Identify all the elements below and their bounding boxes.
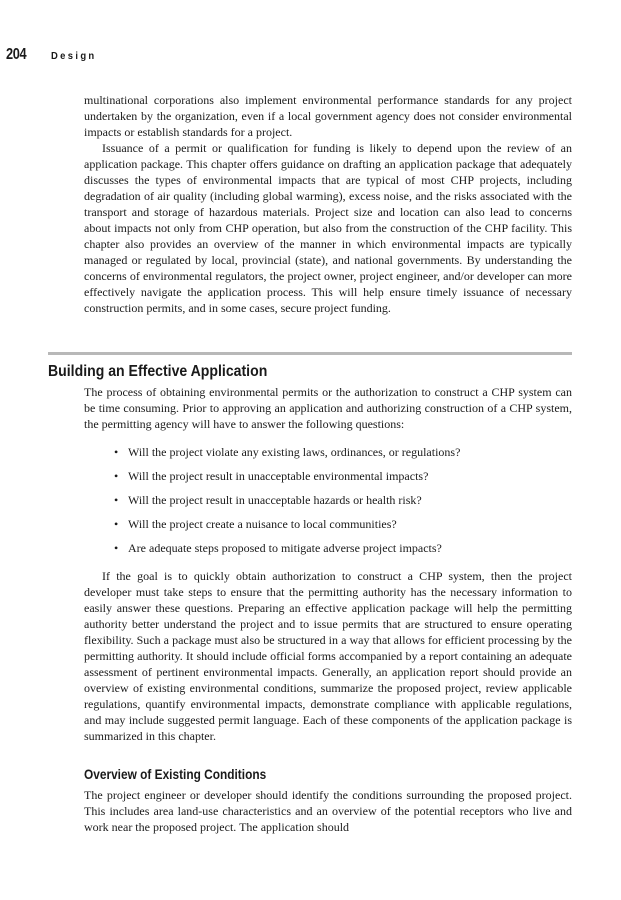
list-item	[112, 468, 572, 484]
bullet-icon: •	[114, 517, 119, 531]
list-item-text: Will the project result in unacceptable environmental impacts?	[128, 469, 429, 483]
subsection-paragraph: The project engineer or developer should identify the conditions surrounding the proposed project. This includes area land-use characteristics and an overview of the potential receptors who live and work near the proposed project. The application should	[84, 788, 572, 834]
bullet-icon: •	[114, 493, 119, 507]
section-body-paragraph: If the goal is to quickly obtain authorization to construct a CHP system, then the project developer must take steps to ensure that the permitting authority has the necessary information to easily answer these questions. Preparing an effective application package will help the permitting authority better understand the project and to issue permits that are structured to ensure operating flexibility. Such a package must also be structured in a way that allows for efficient processing by the permitting authority. It should include official forms accompanied by a report containing an adequate assessment of pertinent environmental impacts. Generally, an application report should provide an overview of existing environmental conditions, summarize the proposed project, review applicable regulations, quantify environmental impacts, demonstrate compliance with applicable regulations, and may include suggested permit language. Each of these components of the application package is summarized in this chapter.	[84, 569, 572, 743]
section-heading: Building an Effective Application	[48, 363, 268, 380]
subsection-text-block	[84, 787, 572, 835]
bullet-icon: •	[114, 541, 119, 555]
list-item	[112, 540, 572, 556]
list-item	[112, 492, 572, 508]
section-divider-rule	[48, 352, 572, 355]
section-intro-paragraph: The process of obtaining environmental permits or the authorization to construct a CHP system can be time consuming. Prior to approving an application and authorizing construction of a CHP system, the permitting agency will have to answer the following questions:	[84, 385, 572, 431]
intro-text-block	[84, 92, 572, 316]
list-item-text: Are adequate steps proposed to mitigate adverse project impacts?	[128, 541, 442, 555]
page-number: 204	[6, 46, 27, 63]
bullet-icon: •	[114, 445, 119, 459]
list-item-text: Will the project create a nuisance to local communities?	[128, 517, 397, 531]
bullet-icon: •	[114, 469, 119, 483]
list-item-text: Will the project result in unacceptable hazards or health risk?	[128, 493, 422, 507]
subsection-heading: Overview of Existing Conditions	[84, 767, 267, 782]
section-text-block	[84, 384, 572, 744]
questions-list	[112, 444, 572, 556]
intro-paragraph-permit: Issuance of a permit or qualification for funding is likely to depend upon the review of an application package. This chapter offers guidance on drafting an application package that adequately discusses the types of environmental impacts that are typical of most CHP projects, including degradation of air quality (including global warming), excess noise, and the risks associated with the transport and storage of hazardous materials. Project size and location can also lead to concerns about impacts not only from CHP operation, but also from the construction of the CHP facility. This chapter also provides an overview of the manner in which environmental impacts are typically managed or regulated by local, provincial (state), and national governments. By understanding the concerns of environmental regulators, the project owner, project engineer, and/or developer can more effectively navigate the application process. This will help ensure timely issuance of necessary construction permits, and in some cases, secure project funding.	[84, 141, 572, 315]
page-header	[6, 46, 102, 66]
list-item-text: Will the project violate any existing laws, ordinances, or regulations?	[128, 445, 461, 459]
list-item	[112, 444, 572, 460]
running-head: Design	[51, 50, 97, 62]
intro-paragraph-continued: multinational corporations also implement environmental performance standards for any project undertaken by the organization, even if a local government agency does not consider environmental impacts or establish standards for a project.	[84, 93, 572, 139]
list-item	[112, 516, 572, 532]
